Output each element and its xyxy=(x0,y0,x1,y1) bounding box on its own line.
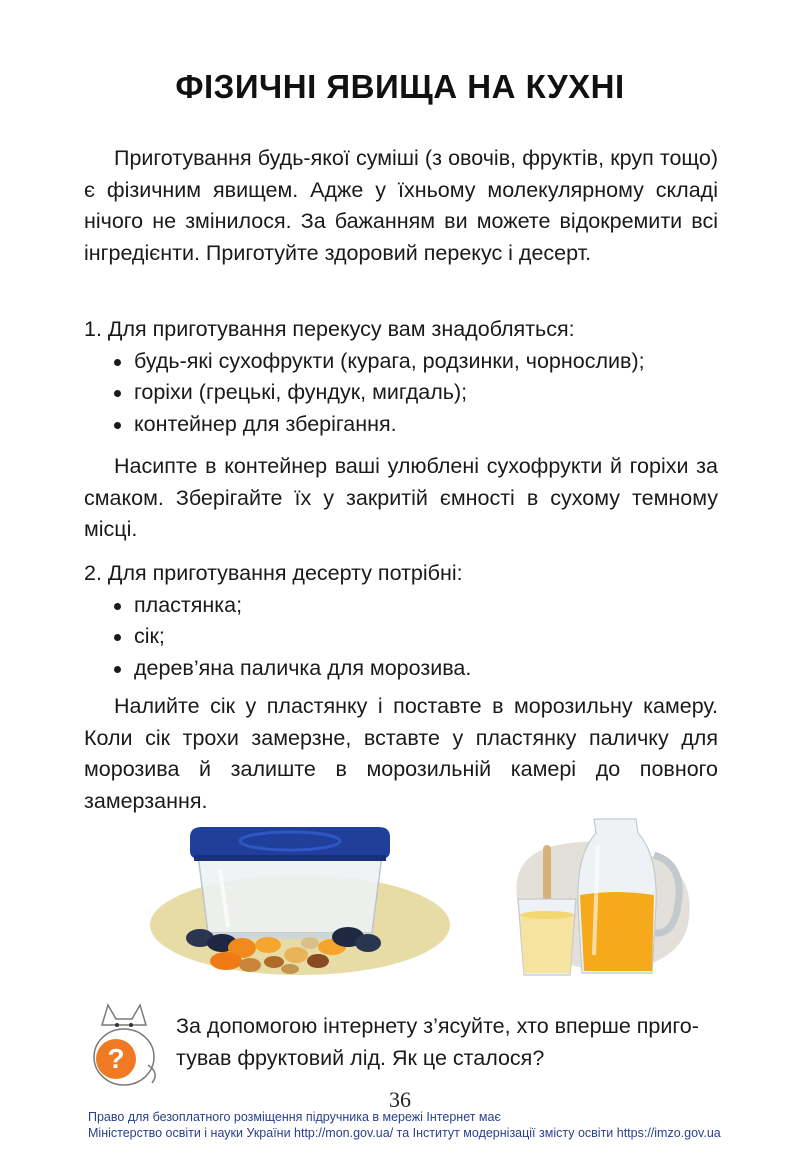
footer xyxy=(88,1109,788,1141)
footer-line-1: Право для безоплатного розміщення підручника в мережі Інтернет має xyxy=(88,1110,501,1124)
page-number: 36 xyxy=(389,1087,411,1112)
juice-pitcher-and-glass-illustration xyxy=(498,815,698,985)
list-item: сік; xyxy=(112,621,718,653)
dessert-list-heading: 2. Для приготування десерту потрібні: xyxy=(84,561,463,585)
snack-list xyxy=(84,314,718,440)
dessert-list xyxy=(84,558,718,684)
footer-line-2: Міністерство освіти і науки України http://mon.gov.ua/ та Інститут модернізації змісту освіти https://imzo.gov.ua xyxy=(88,1126,721,1140)
page-title: ФІЗИЧНІ ЯВИЩА НА КУХНІ xyxy=(175,68,625,105)
list-item: горіхи (грецькі, фундук, мигдаль); xyxy=(112,377,718,409)
list-item: будь-які сухофрукти (курага, родзинки, чорнослив); xyxy=(112,346,718,378)
container-with-dried-fruits-illustration xyxy=(150,815,450,985)
list-item: контейнер для зберігання. xyxy=(112,409,718,441)
cat-with-question-mark-icon xyxy=(86,995,162,1087)
svg-text:?: ? xyxy=(107,1043,125,1074)
intro-paragraph: Приготування будь-якої суміші (з овочів, фруктів, круп тощо) є фізичним явищем. Адже у їхньому молекулярному складі нічого не змінилося. За бажанням ви можете відокремити всі інгредієнти. Приготуйте здоровий перекус і десерт. xyxy=(84,146,718,265)
snack-instructions: Насипте в контейнер ваші улюблені сухофрукти й горіхи за смаком. Зберігайте їх у закритій ємності в сухому темному місці. xyxy=(84,454,718,541)
list-item: пластянка; xyxy=(112,590,718,622)
dessert-instructions: Налийте сік у пластянку і поставте в морозильну камеру. Коли сік трохи замерзне, вставте у пластянку паличку для морозива й залиште в морозильній камері до повного замерзання. xyxy=(84,694,718,813)
snack-list-heading: 1. Для приготування перекусу вам знадобляться: xyxy=(84,317,575,341)
list-item: дерев’яна паличка для морозива. xyxy=(112,653,718,685)
question-text: За допомогою інтернету з’ясуйте, хто вперше приготував фруктовий лід. Як це сталося? xyxy=(176,1014,699,1070)
